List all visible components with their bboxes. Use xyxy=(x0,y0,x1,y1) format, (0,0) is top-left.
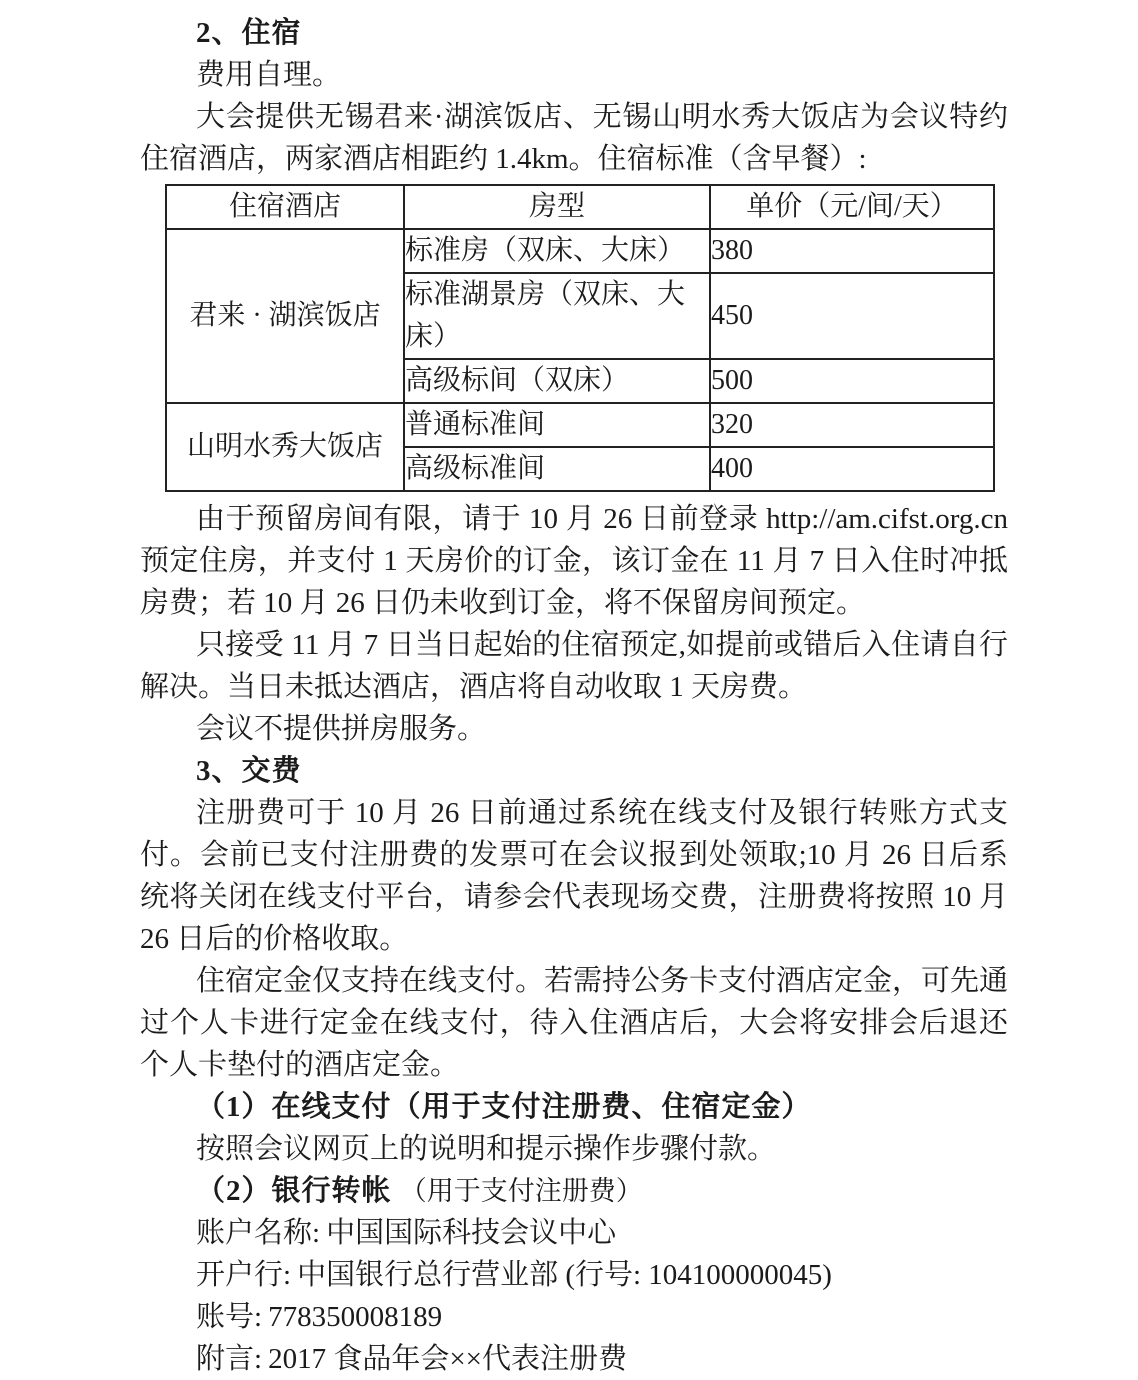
room-type-cell: 高级标间（双床） xyxy=(404,359,710,403)
account-name-label: 账户名称: xyxy=(196,1217,321,1249)
col-header-room-type: 房型 xyxy=(404,185,710,229)
para-online-instruction: 按照会议网页上的说明和提示操作步骤付款。 xyxy=(196,1133,777,1165)
accommodation-price-table xyxy=(165,184,995,492)
bank-branch-label: 开户行: xyxy=(196,1259,292,1291)
table-row xyxy=(166,403,994,447)
para-checkin-rules: 只接受 11 月 7 日当日起始的住宿预定,如提前或错后入住请自行解决。当日未抵达酒店，酒店将自动收取 1 天房费。 xyxy=(140,629,1008,703)
memo-value: 2017 食品年会××代表注册费 xyxy=(268,1343,628,1375)
hotel1-name-cell: 君来 · 湖滨饭店 xyxy=(166,229,404,403)
bank-branch-value: 中国银行总行营业部 (行号: 104100000045) xyxy=(297,1259,832,1291)
para-no-room-sharing: 会议不提供拼房服务。 xyxy=(196,713,487,745)
room-type-cell: 标准房（双床、大床） xyxy=(404,229,710,273)
subheading-online-payment: （1）在线支付（用于支付注册费、住宿定金） xyxy=(196,1091,812,1123)
para-booking-deposit: 由于预留房间有限，请于 10 月 26 日前登录 http://am.cifst.org.cn 预定住房，并支付 1 天房价的订金，该订金在 11 月 7 日入住时冲抵房费；若 10 月 26 日仍未收到订金，将不保留房间预定。 xyxy=(140,503,1008,619)
hotel2-name-cell: 山明水秀大饭店 xyxy=(166,403,404,491)
room-type-cell: 标准湖景房（双床、大床） xyxy=(404,273,710,359)
para-hotels-intro: 大会提供无锡君来·湖滨饭店、无锡山明水秀大饭店为会议特约住宿酒店，两家酒店相距约 1.4km。住宿标准（含早餐）: xyxy=(140,101,1008,175)
room-price-cell: 400 xyxy=(710,447,994,491)
room-type-cell: 高级标准间 xyxy=(404,447,710,491)
para-deposit-online-only: 住宿定金仅支持在线支付。若需持公务卡支付酒店定金，可先通过个人卡进行定金在线支付，待入住酒店后，大会将安排会后退还个人卡垫付的酒店定金。 xyxy=(140,965,1009,1081)
memo-label: 附言: xyxy=(196,1343,263,1375)
account-number-label: 账号: xyxy=(196,1301,263,1333)
table-header-row xyxy=(166,185,994,229)
col-header-hotel: 住宿酒店 xyxy=(166,185,404,229)
bank-transfer-note: （用于支付注册费） xyxy=(399,1176,643,1206)
bank-account-name-line xyxy=(140,1212,1008,1254)
room-type-cell: 普通标准间 xyxy=(404,403,710,447)
account-number-value: 778350008189 xyxy=(268,1301,443,1333)
bank-branch-line xyxy=(140,1254,1008,1296)
bank-transfer-title: （2）银行转帐 xyxy=(196,1175,392,1207)
room-price-cell: 380 xyxy=(710,229,994,273)
account-name-value: 中国国际科技会议中心 xyxy=(326,1217,617,1249)
section-heading-accommodation: 2、住宿 xyxy=(196,17,302,49)
col-header-price: 单价（元/间/天） xyxy=(710,185,994,229)
room-price-cell: 450 xyxy=(710,273,994,359)
room-price-cell: 320 xyxy=(710,403,994,447)
para-registration-fee: 注册费可于 10 月 26 日前通过系统在线支付及银行转账方式支付。会前已支付注册费的发票可在会议报到处领取;10 月 26 日后系统将关闭在线支付平台，请参会代表现场交费，注册费将按照 10 月 26 日后的价格收取。 xyxy=(140,797,1008,955)
subheading-bank-transfer xyxy=(140,1170,1008,1212)
para-self-pay: 费用自理。 xyxy=(196,59,342,91)
bank-account-number-line xyxy=(140,1296,1008,1338)
section-heading-payment: 3、交费 xyxy=(196,755,302,787)
room-price-cell: 500 xyxy=(710,359,994,403)
table-row xyxy=(166,229,994,273)
bank-memo-line xyxy=(140,1338,1008,1380)
